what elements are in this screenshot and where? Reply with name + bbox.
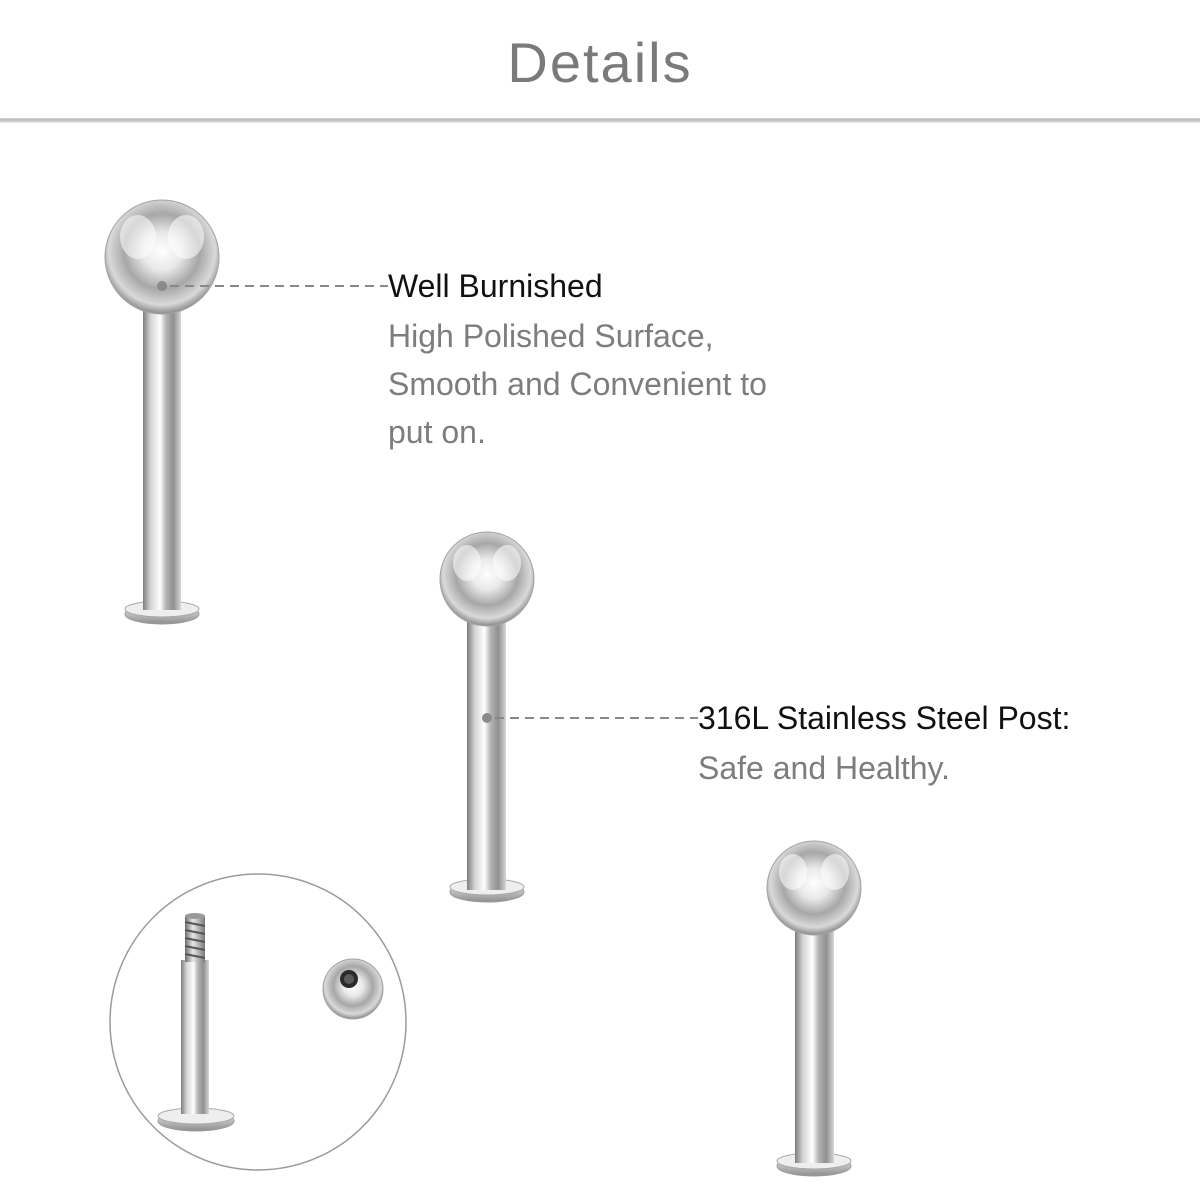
callout-body-line: Smooth and Convenient to [388,366,767,402]
labret-stud-1 [105,200,219,624]
callout-body-ball [388,312,767,456]
callout-heading-post: 316L Stainless Steel Post: [698,700,1071,736]
callout-body-line: Safe and Healthy. [698,750,951,786]
page-title: Details [507,31,693,94]
callout-body-line: High Polished Surface, [388,318,714,354]
callout-body-line: put on. [388,414,486,450]
leader-line-post [482,713,698,723]
disassembled-detail-inset [110,874,406,1170]
labret-stud-3 [767,841,861,1176]
callout-body-post [698,744,950,792]
callout-heading-ball: Well Burnished [388,268,603,304]
